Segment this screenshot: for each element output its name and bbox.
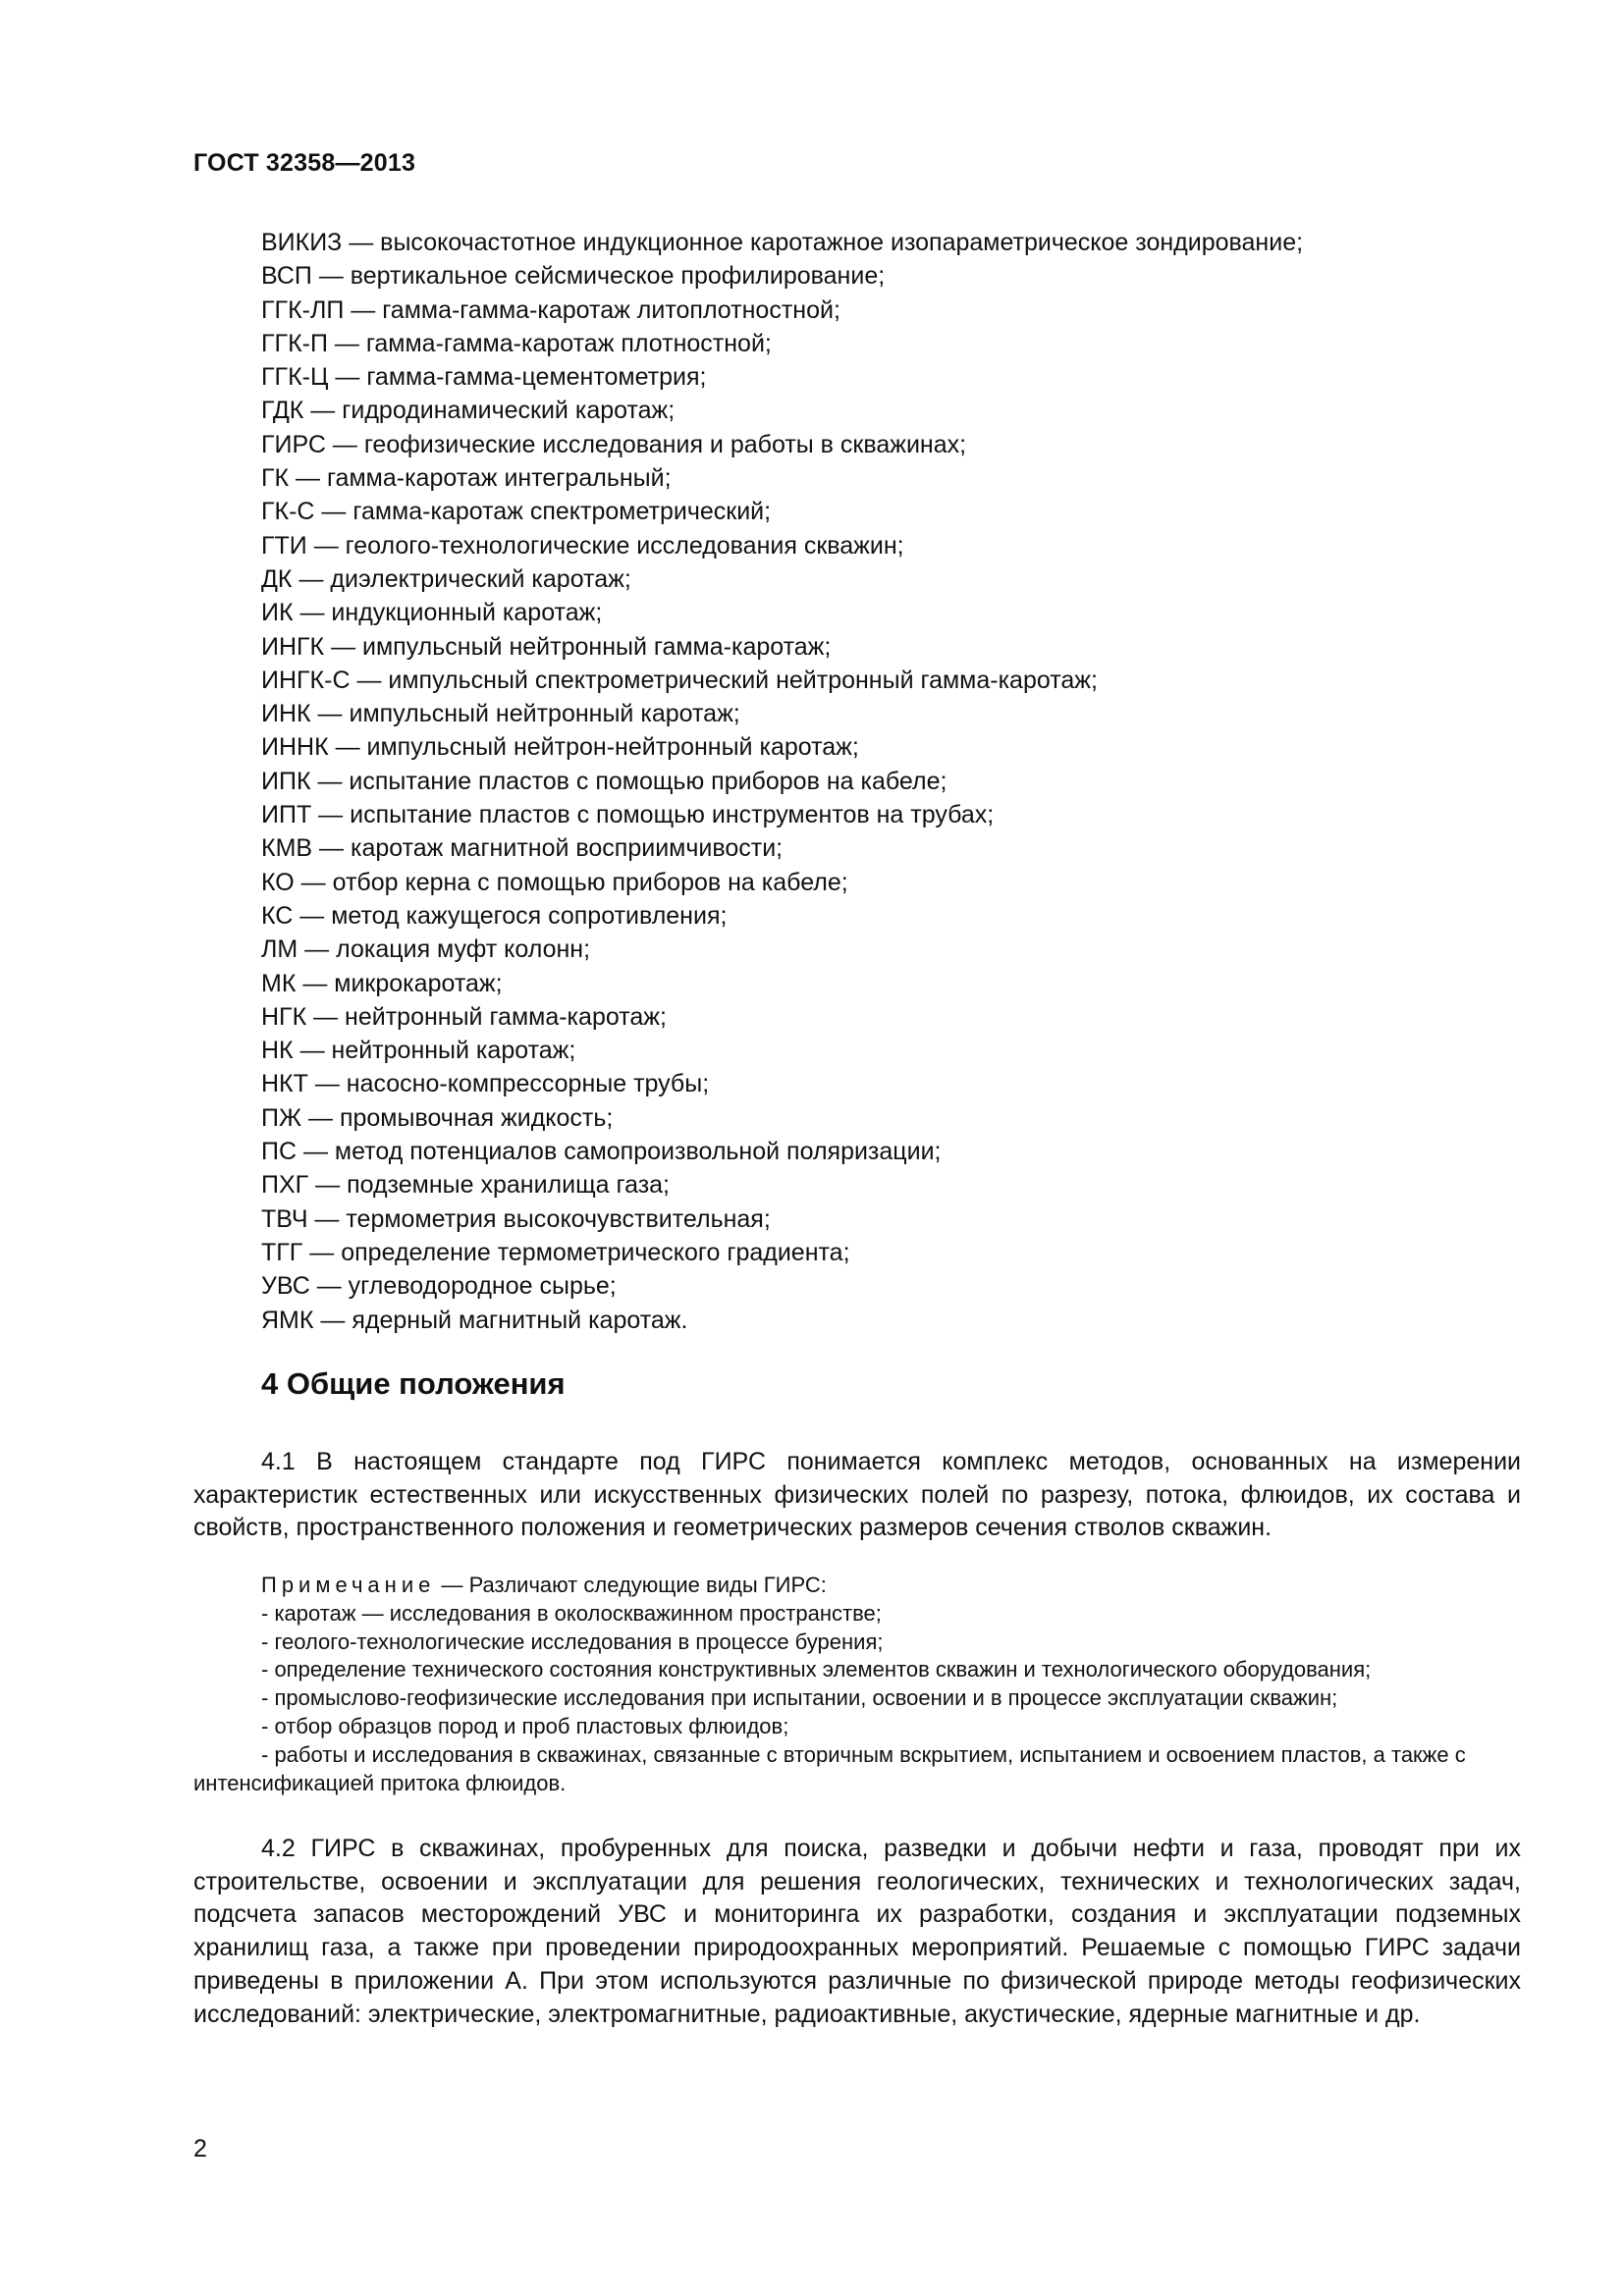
abbreviation-item: ТГГ — определение термометрического градиента;	[261, 1238, 850, 1266]
note-item: - промыслово-геофизические исследования при испытании, освоении и в процессе эксплуатации скважин;	[261, 1685, 1338, 1711]
abbreviation-item: ПХГ — подземные хранилища газа;	[261, 1171, 671, 1200]
abbreviation-item: ЯМК — ядерный магнитный каротаж.	[261, 1306, 688, 1334]
note-item: - отбор образцов пород и проб пластовых флюидов;	[261, 1713, 789, 1738]
abbreviation-item: ГИРС — геофизические исследования и работы в скважинах;	[261, 430, 967, 458]
note-item: - каротаж — исследования в околоскважинном пространстве;	[261, 1600, 882, 1626]
abbreviation-item: МК — микрокаротаж;	[261, 969, 503, 997]
abbreviation-item: ЛМ — локация муфт колонн;	[261, 935, 591, 964]
abbreviation-item: ИНК — импульсный нейтронный каротаж;	[261, 700, 740, 728]
abbreviation-item: НКТ — насосно-компрессорные трубы;	[261, 1070, 710, 1098]
paragraph-4-1: 4.1 В настоящем стандарте под ГИРС понимается комплекс методов, основанных на измерении характеристик естественных или искусственных физических полей по разрезу, потока, флюидов, их состава и свойств, пространственного положения и геометрических размеров сечения стволов скважин.	[193, 1448, 1521, 1542]
note-item: - работы и исследования в скважинах, связанные с вторичным вскрытием, испытанием и освоением пластов, а также с интенсификацией притока флюидов.	[193, 1741, 1466, 1795]
abbreviation-item: ДК — диэлектрический каротаж;	[261, 564, 631, 593]
abbreviation-item: ГГК-Ц — гамма-гамма-цементометрия;	[261, 363, 707, 392]
abbreviation-item: ГК-С — гамма-каротаж спектрометрический;	[261, 498, 772, 526]
abbreviation-item: КО — отбор керна с помощью приборов на кабеле;	[261, 868, 848, 896]
note-heading	[193, 1572, 1524, 1600]
abbreviation-item: КМВ — каротаж магнитной восприимчивости;	[261, 834, 784, 863]
abbreviation-item: ИПТ — испытание пластов с помощью инструментов на трубах;	[261, 801, 995, 829]
abbreviation-item: ИПК — испытание пластов с помощью приборов на кабеле;	[261, 767, 947, 795]
note-block	[193, 1572, 1524, 1797]
abbreviation-item: УВС — углеводородное сырье;	[261, 1272, 617, 1301]
abbreviation-item: ИНГК — импульсный нейтронный гамма-каротаж;	[261, 632, 832, 661]
section-4-title: 4 Общие положения	[261, 1366, 566, 1401]
abbreviation-item: ТВЧ — термометрия высокочувствительная;	[261, 1204, 771, 1233]
abbreviation-item: НК — нейтронный каротаж;	[261, 1037, 576, 1065]
abbreviation-item: ПЖ — промывочная жидкость;	[261, 1103, 614, 1132]
abbreviation-item: НГК — нейтронный гамма-каротаж;	[261, 1002, 667, 1031]
abbreviation-item: ВСП — вертикальное сейсмическое профилирование;	[261, 262, 886, 291]
abbreviation-item: ПС — метод потенциалов самопроизвольной поляризации;	[261, 1138, 942, 1166]
abbreviation-item: ИННК — импульсный нейтрон-нейтронный каротаж;	[261, 733, 859, 762]
note-item: - геолого-технологические исследования в процессе бурения;	[261, 1629, 884, 1654]
abbreviation-item: ГТИ — геолого-технологические исследования скважин;	[261, 531, 904, 560]
abbreviation-item: ГГК-ЛП — гамма-гамма-каротаж литоплотностной;	[261, 295, 840, 324]
abbreviation-item: КС — метод кажущегося сопротивления;	[261, 901, 728, 930]
note-label: Примечание	[261, 1573, 436, 1597]
page-number: 2	[193, 2135, 207, 2163]
paragraph-4-2: 4.2 ГИРС в скважинах, пробуренных для поиска, разведки и добычи нефти и газа, проводят при их строительстве, освоении и эксплуатации для решения геологических, технических и технологических задач, подсчета запасов месторождений УВС и мониторинга их разработки, создания и эксплуатации подземных хранилищ газа, а также при проведении природоохранных мероприятий. Решаемые с помощью ГИРС задачи приведены в приложении А. При этом используются различные по физической природе методы геофизических исследований: электрические, электромагнитные, радиоактивные, акустические, ядерные магнитные и др.	[193, 1835, 1521, 2028]
abbreviation-item: ГГК-П — гамма-гамма-каротаж плотностной;	[261, 329, 772, 357]
abbreviations-list	[261, 226, 1538, 1337]
note-intro: — Различают следующие виды ГИРС:	[435, 1573, 827, 1597]
note-item: - определение технического состояния конструктивных элементов скважин и технологического оборудования;	[261, 1657, 1372, 1682]
abbreviation-item: ИК — индукционный каротаж;	[261, 599, 603, 627]
document-code-header: ГОСТ 32358—2013	[193, 149, 416, 177]
abbreviation-item: ГК — гамма-каротаж интегральный;	[261, 464, 672, 493]
abbreviation-item: ВИКИЗ — высокочастотное индукционное каротажное изопараметрическое зондирование;	[261, 229, 1304, 256]
abbreviation-item: ГДК — гидродинамический каротаж;	[261, 397, 676, 425]
abbreviation-item: ИНГК-С — импульсный спектрометрический нейтронный гамма-каротаж;	[261, 666, 1098, 694]
